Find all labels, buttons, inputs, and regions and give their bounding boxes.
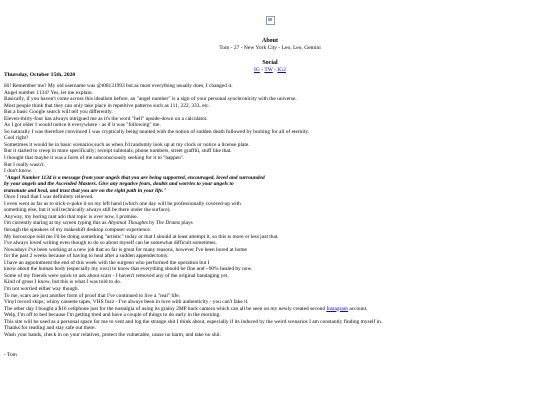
body-line: But it started to creep in more specifically; receipt subtotals, phone numbers, street graffiti, stuff like that. [4, 148, 232, 155]
social-separator: - [272, 67, 278, 73]
body-line: But a basic Google search will tell you differently. [4, 109, 113, 116]
social-link-tw[interactable]: TW [264, 67, 273, 73]
body-line: To me, scars are just another form of proof that I've continued to live a "real" life. [4, 292, 180, 299]
body-line: My horoscope told me I'd be doing something "artistic" today or that I should at least attempt it, so this is more or less just that. [4, 233, 279, 240]
body-line: I have an appointment the end of this week with the surgeon who performed the operation but I [4, 259, 210, 266]
broken-image-icon [266, 16, 275, 25]
body-line: "Angel Number 1134 is a message from your angels that you are being supported, encouraged, loved and surrounded [4, 174, 265, 181]
body-line: I thought that maybe it was a form of me subconsciously seeking for it to "happen". [4, 155, 185, 162]
about-text: Tom - 27 - New York City - Leo, Leo, Gemini [219, 45, 321, 51]
post-date: Thursday, October 15th, 2020 [4, 72, 76, 78]
body-line: Thanks for reading and stay safe out there. [4, 325, 96, 332]
body-line: Angel number 1134? Yes, let me explain. [4, 89, 93, 96]
body-line: Cool right? [4, 135, 29, 142]
body-line: Some of my friends were quick to ask about scars - I haven't removed any of the original bandaging yet. [4, 272, 229, 279]
body-line: Welp, I'm off to bed because I'm getting tired and have a couple of things to do early in the morning. [4, 312, 221, 319]
post-body-part4 [4, 312, 536, 338]
blog-post [4, 72, 536, 359]
body-line: Kind of gross I know, but this is what I was told to do. [4, 279, 122, 286]
body-line: But I really wasn't. [4, 161, 45, 168]
body-line: Sometimes it would be in basic scenarios such as when I'd randomly look up at my clock or notice a license plate. [4, 141, 250, 148]
body-line: Basically, if you haven't come across this idealism before, an "angel number" is a sign of your personal synchronicity with the universe. [4, 96, 297, 103]
body-line: transmute and heal, and trust that you are on the right path in your life." [4, 187, 167, 194]
social-link-ig[interactable]: IG [254, 67, 260, 73]
body-line: As I got older I would notice it everywhere - as if it was "following" me. [4, 122, 161, 129]
body-line: something else, but it will technically always still be there under the surface). [4, 207, 171, 214]
song-title: Abysmal Thoughts [107, 220, 148, 227]
body-line: I don't know. [4, 168, 33, 175]
body-line: This site will be used as a personal space for me to vent and log the strange shit I think about, especially if its induced by the weird scenarios I am constantly finding myself in. [4, 318, 383, 325]
body-line: Anyway, my boring rant ado that topic is over now, I promise. [4, 213, 139, 220]
about-heading: About [261, 38, 278, 44]
body-line: Eleven-thirty-four has always intrigued me as it's the word "hell" upside-down on a calculator. [4, 115, 208, 122]
body-line: Wash your hands, check in on your relatives, protect the vulnerable, cause no harm, and take no shit. [4, 331, 221, 338]
signature: - Tom [4, 352, 17, 359]
post-body-part1 [4, 83, 536, 175]
body-line: So naturally I was therefore convinced I was cryptically being taunted with the notion of sudden death followed by burning for all of eternity. [4, 128, 310, 135]
body-line: Most people think that they can only take place in repetitive patterns such as 111, 222, 333, etc. [4, 102, 210, 109]
camera-line: The other day I bought a $16 cellphone just for the nostalgia of using its grainy 2MP back camera which can all be seen on my newly created second Instagram account. [4, 305, 368, 312]
body-line: I'm not worried either way though. [4, 285, 79, 292]
header [0, 0, 540, 74]
social-heading: Social [262, 60, 278, 66]
body-line: Once I read that I was definitely relieved. [4, 194, 94, 201]
body-line: Nowadays I've been working at a new job that so far is great for many reasons, however I've been bored at home [4, 246, 247, 253]
body-line: know about the human body (especially my own) to know that everything should be fine and ~90% healed by now. [4, 266, 253, 273]
social-separator: - [259, 67, 265, 73]
listening-line: I'm currently staring at my screen typing this as Abysmal Thoughts by The Drums plays [4, 220, 193, 227]
social-link-ig2[interactable]: IG2 [277, 67, 286, 73]
body-line: Vinyl record skips, whiny cassette tapes, VHS fuzz - I've always been in love with authenticity - you can't fake it. [4, 299, 249, 306]
angel-number-quote [4, 175, 536, 195]
body-line: by your angels and the Ascended Masters. Give any negative fears, doubts and worries to your angels to [4, 181, 234, 188]
song-artist: The Drums [155, 220, 181, 227]
instagram-link[interactable]: Instagram [326, 305, 348, 312]
body-line: Hi! Remember me? My old username was @t08131993 but as most everything usually does, I changed it. [4, 83, 233, 89]
post-body-part3 [4, 227, 536, 306]
body-line: I even went as far as to stick-n-poke it on my left hand (which one day will be professionally covered-up with [4, 200, 241, 207]
post-body-part2 [4, 194, 536, 220]
body-line: for the past 2 weeks because of having to heal after a sudden appendectomy. [4, 253, 169, 260]
body-line: I've always loved writing even though to do so about myself can be somewhat difficult sometimes. [4, 240, 217, 247]
body-line: through the speakers of my makeshift desktop computer experience. [4, 227, 152, 234]
